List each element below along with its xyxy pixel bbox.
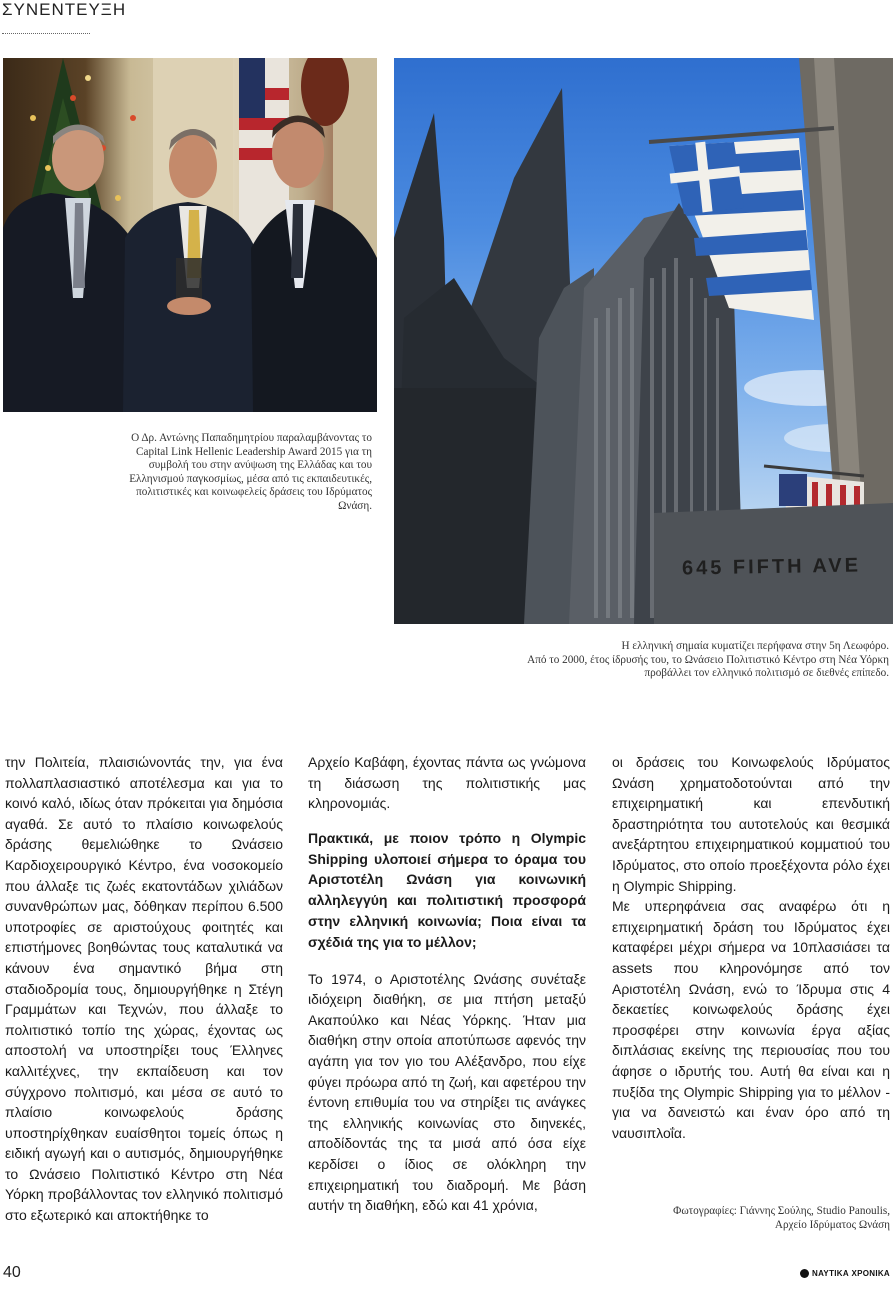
article-paragraph: οι δράσεις του Κοινωφελούς Ιδρύματος Ωνάση χρηματοδοτούνται από την επιχειρηματική και επενδυτική δραστηριότητα του αυτοτελούς και θεσμικά ανεξάρτητου επιχειρηματικού κομματιού του Ιδρύματος, στο οποίο προεξέχοντα ρόλο έχει η Olympic Shipping. [612, 754, 890, 894]
building-address-sign: 645 FIFTH AVE [681, 554, 862, 580]
article-paragraph: Αρχείο Καβάφη, έχοντας πάντα ως γνώμονα τη διάσωση της πολιτιστικής μας κληρονομιάς. [308, 754, 586, 812]
magazine-brand [800, 1269, 890, 1278]
article-paragraph: Το 1974, ο Αριστοτέλης Ωνάσης συνέταξε ιδιόχειρη διαθήκη, σε μια πτήση μεταξύ Ακαπούλκο και Νέας Υόρκης. Ήταν μια διαθήκη στην οποία αποτύπωσε αφενός την αγάπη για τον γιο του Αλέξανδρο, που είχε φύγει πρόωρα από τη ζωή, και αφετέρου την έντονη επιθυμία του να στηρίξει τις ανάγκες της ελληνικής κοινωνίας στο διηνεκές, αποδίδοντάς της τα μισά από όσα είχε κερδίσει ο ίδιος σε ολόκληρη την επιχειρηματική του διαδρομή. Με βάση αυτήν τη διαθήκη, εδώ και 41 χρόνια, [308, 970, 586, 1214]
article-paragraph: την Πολιτεία, πλαισιώνοντάς την, για ένα πολλαπλασιαστικό αποτέλεσμα και για το κοινό καλό, ιδίως όταν πρόκειται για δημόσια αγαθά. Σε αυτό το πλαίσιο κοινωφελούς δράσης θεμελιώθηκε το Ωνάσειο Καρδιοχειρουργικό Κέντρο, ένα νοσοκομείο που άλλαξε τις ζωές εκατοντάδων χιλιάδων συνανθρώπων μας, δόθηκαν περίπου 6.500 υποτροφίες σε αριστούχους φοιτητές και επιστήμονες βοηθώντας τους καταλυτικά να κάνουν ένα σημαντικό βήμα στη σταδιοδρομία τους, δημιουργήθηκε η Στέγη Γραμμάτων και Τεχνών, που άλλαξε το πολιτιστικό τοπίο της χώρας, έχοντας ως αποστολή να υποστηρίξει τους Έλληνες καλλιτέχνες, την εκπαίδευση και τον σύγχρονο πολιτισμό, και μέσα σε αυτό το πλαίσιο κοινωφελούς δράσης υποστηρίχθηκαν ευαίσθητοι τομείς όπως η ειδική αγωγή και ο αυτισμός, δημιουργήθηκε το Ωνάσειο Πολιτιστικό Κέντρο στη Νέα Υόρκη προβάλλοντας τον ελληνικό πολιτισμό στο εξωτερικό και αποκτήθηκε το [5, 754, 283, 1224]
section-label: ΣΥΝΕΝΤΕΥΞΗ [2, 0, 127, 19]
article-column-2 [308, 752, 586, 1216]
caption-line: Η ελληνική σημαία κυματίζει περήφανα στην 5η Λεωφόρο. [621, 640, 889, 652]
photo-credits [600, 1205, 890, 1232]
brand-logo-icon [800, 1269, 809, 1278]
fifth-avenue-caption [470, 640, 889, 681]
magazine-name: ΝΑΥΤΙΚΑ ΧΡΟΝΙΚΑ [812, 1269, 890, 1278]
article-paragraph: Με υπερηφάνεια σας αναφέρω ότι η επιχειρηματική δράση του Ιδρύματος έχει καταφέρει μέχρι σήμερα να 10πλασιάσει τα assets που κληρονόμησε από τον Αριστοτέλη Ωνάση, ενώ το Ίδρυμα στις 4 δεκαετίες κοινωφελούς δράσης έχει προσφέρει στην κοινωνία έργα αξίας διπλάσιας εκείνης της περιουσίας που του άφησε ο ιδρυτής του. Αυτή θα είναι και η πυξίδα της Olympic Shipping για το μέλλον - για να δανειστώ και έναν όρο από τη ναυσιπλοΐα. [612, 898, 890, 1141]
fifth-avenue-illustration [394, 58, 893, 624]
award-ceremony-photo [3, 58, 377, 412]
article-column-1 [5, 752, 283, 1226]
credit-line: Φωτογραφίες: Γιάννης Σούλης, Studio Panoulis, [673, 1205, 890, 1217]
award-photo-caption: Ο Δρ. Αντώνης Παπαδημητρίου παραλαμβάνοντας το Capital Link Hellenic Leadership Award 2015 για τη συμβολή του στην ανύψωση της Ελλάδας και του Ελληνισμού παγκοσμίως, μέσα από τις εκπαιδευτικές, πολιτιστικές και κοινωφελείς δράσεις του Ιδρύματος Ωνάση. [129, 432, 372, 512]
award-ceremony-illustration [3, 58, 377, 412]
caption-line: Από το 2000, έτος ίδρυσής του, το Ωνάσειο Πολιτιστικό Κέντρο στη Νέα Υόρκη [527, 653, 889, 666]
caption-line: προβάλλει τον ελληνικό πολιτισμό σε διεθνές επίπεδο. [644, 667, 889, 680]
page-number: 40 [3, 1264, 21, 1281]
section-divider [2, 33, 90, 34]
credit-line: Αρχείο Ιδρύματος Ωνάση [774, 1218, 890, 1231]
article-column-3 [612, 752, 890, 1143]
fifth-avenue-photo [394, 58, 893, 624]
interview-question: Πρακτικά, με ποιον τρόπο η Olympic Shipping υλοποιεί σήμερα το όραμα του Αριστοτέλη Ωνάση για κοινωνική αλληλεγγύη και πολιτιστική προσφορά στην ελληνική κοινωνία; Ποια είναι τα σχέδιά της για το μέλλον; [308, 829, 586, 950]
